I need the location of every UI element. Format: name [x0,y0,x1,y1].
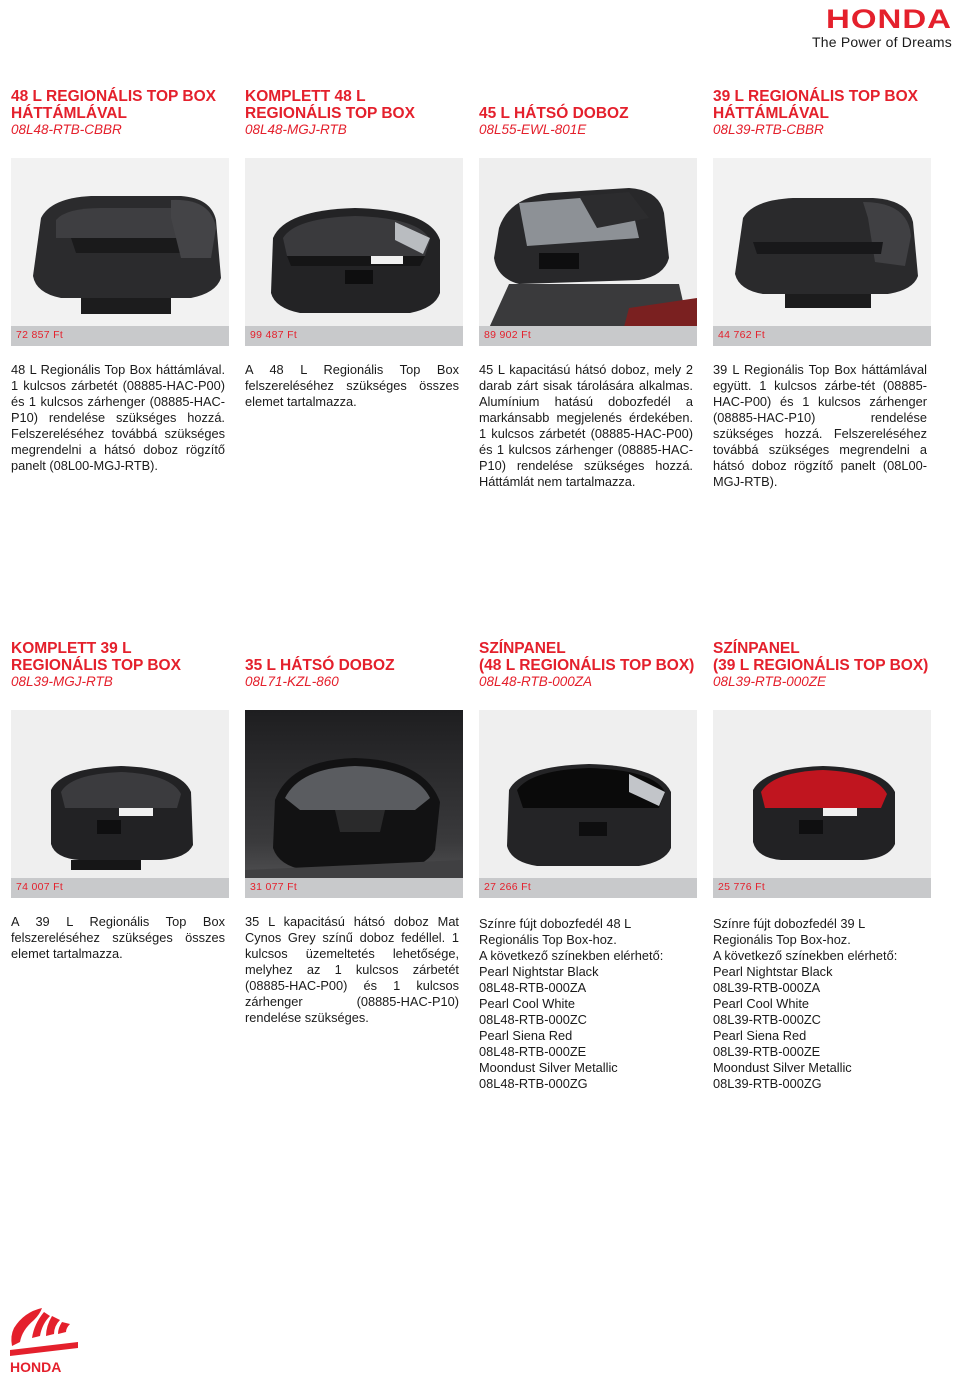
list-item: 08L48-RTB-000ZG [479,1076,588,1091]
price: 74 007 Ft [16,881,64,893]
list-item: 08L39-RTB-000ZC [713,1012,821,1027]
color-panel-39l-image [713,710,931,898]
list-item: 08L39-RTB-000ZG [713,1076,822,1091]
product-heading [242,82,463,144]
price: 31 077 Ft [250,881,298,893]
product-card [476,82,697,489]
product-title: HÁTTÁMLÁVAL [713,105,829,122]
list-item: 08L39-RTB-000ZA [713,980,821,995]
price-bar [713,326,931,346]
list-item: 08L48-RTB-000ZA [479,980,587,995]
product-card [476,634,697,1091]
product-title: KOMPLETT 48 L [245,88,366,105]
product-description: 48 L Regionális Top Box háttámlával. 1 kulcsos zárbetét (08885-HAC-P00) és 1 kulcsos zárhenger (08885-HAC-P10) rendelése szükséges hozzá. Felszereléséhez továbbá szükséges megrendelni a hátsó doboz rögzítő panelt (08L00-MGJ-RTB). [11,362,225,473]
color-panel-48l-image [479,710,697,898]
product-code: 08L55-EWL-801E [479,122,587,137]
list-item: Pearl Nightstar Black [479,964,599,979]
price-bar [713,878,931,898]
price: 25 776 Ft [718,881,766,893]
list-item: Színre fújt dobozfedél 39 L Regionális Top Box-hoz. [713,916,865,947]
product-card [8,634,229,961]
product-heading [710,634,931,696]
product-code: 08L39-RTB-000ZE [713,674,827,689]
product-card [8,82,229,473]
product-code: 08L39-MGJ-RTB [11,674,113,689]
product-card [242,82,463,409]
product-image [11,158,229,346]
product-card [710,82,931,489]
honda-wing-logo-icon [4,1302,84,1374]
topbox-35l-image [245,710,463,898]
product-heading [476,634,697,696]
product-image [479,710,697,898]
list-item: Moondust Silver Metallic [479,1060,618,1075]
price: 44 762 Ft [718,329,766,341]
product-title: SZÍNPANEL [479,640,566,657]
product-title: 48 L REGIONÁLIS TOP BOX [11,88,216,105]
topbox-backrest-image [11,158,229,346]
product-heading [8,634,229,696]
product-title: HÁTTÁMLÁVAL [11,105,127,122]
topbox-complete-image [245,158,463,346]
list-item: Moondust Silver Metallic [713,1060,852,1075]
product-title: KOMPLETT 39 L [11,640,132,657]
color-list [713,916,927,1092]
product-title: (39 L REGIONÁLIS TOP BOX) [713,657,929,674]
honda-wing-wordmark: HONDA [10,1359,62,1374]
list-item: A következő színekben elérhető: [713,948,898,963]
honda-logo [752,4,952,50]
product-code: 08L48-MGJ-RTB [245,122,347,137]
product-title: 45 L HÁTSÓ DOBOZ [479,105,629,122]
list-item: Színre fújt dobozfedél 48 L Regionális Top Box-hoz. [479,916,631,947]
product-image [713,710,931,898]
product-image [11,710,229,898]
price: 72 857 Ft [16,329,64,341]
product-title: 35 L HÁTSÓ DOBOZ [245,657,395,674]
topbox-39l-complete-image [11,710,229,898]
list-item: Pearl Cool White [479,996,576,1011]
price: 27 266 Ft [484,881,532,893]
product-title: 39 L REGIONÁLIS TOP BOX [713,88,918,105]
product-card [242,634,463,1025]
product-image [245,710,463,898]
product-description: 45 L kapacitású hátsó doboz, mely 2 darab zárt sisak tárolására alkalmas. Alumínium hatású dobozfedél a markánsabb megjelenés érdekében. 1 kulcsos zárbetét (08885-HAC-P00) és 1 kulcsos zárhenger (08885-HAC-P10) rendelése szükséges hozzá. Háttámlát nem tartalmazza. [479,362,693,489]
product-code: 08L71-KZL-860 [245,674,339,689]
product-code: 08L39-RTB-CBBR [713,122,824,137]
product-card [710,634,931,1091]
list-item: 08L39-RTB-000ZE [713,1044,821,1059]
product-heading [710,82,931,144]
list-item: 08L48-RTB-000ZE [479,1044,587,1059]
price-bar [245,878,463,898]
list-item: Pearl Cool White [713,996,810,1011]
list-item: Pearl Siena Red [713,1028,807,1043]
price-bar [245,326,463,346]
brand-wordmark: HONDA [826,3,952,34]
product-title: SZÍNPANEL [713,640,800,657]
product-heading [8,82,229,144]
product-description: 35 L kapacitású hátsó doboz Mat Cynos Grey színű doboz fedéllel. 1 kulcsos üzemeltetés lehetősége, melyhez az 1 kulcsos zárbetét (08885-HAC-P00) és 1 kulcsos zárhenger (08885-HAC-P10) rendelése szükséges. [245,914,459,1025]
price-bar [11,326,229,346]
product-code: 08L48-RTB-000ZA [479,674,593,689]
product-heading [242,634,463,696]
product-title: REGIONÁLIS TOP BOX [245,105,415,122]
product-image [245,158,463,346]
price-bar [11,878,229,898]
product-image [713,158,931,346]
price: 99 487 Ft [250,329,298,341]
topbox-45l-image [479,158,697,346]
list-item: 08L48-RTB-000ZC [479,1012,587,1027]
price: 89 902 Ft [484,329,532,341]
list-item: A következő színekben elérhető: [479,948,664,963]
product-title: REGIONÁLIS TOP BOX [11,657,181,674]
product-description: 39 L Regionális Top Box háttámlával együtt. 1 kulcsos zárbe-tét (08885-HAC-P00) és 1 kulcsos zárhenger (08885-HAC-P10) rendelése szükséges hozzá. Felszereléséhez továbbá szükséges megrendelni a hátsó doboz rögzítő panelt (08L00-MGJ-RTB). [713,362,927,489]
product-heading [476,82,697,144]
product-description: A 48 L Regionális Top Box felszereléséhez szükséges összes elemet tartalmazza. [245,362,459,409]
product-title: (48 L REGIONÁLIS TOP BOX) [479,657,695,674]
product-code: 08L48-RTB-CBBR [11,122,122,137]
list-item: Pearl Nightstar Black [713,964,833,979]
product-image [479,158,697,346]
topbox-39l-backrest-image [713,158,931,346]
list-item: Pearl Siena Red [479,1028,573,1043]
brand-tagline: The Power of Dreams [812,34,952,50]
price-bar [479,326,697,346]
product-description: A 39 L Regionális Top Box felszereléséhez szükséges összes elemet tartalmazza. [11,914,225,961]
color-list [479,916,693,1092]
price-bar [479,878,697,898]
